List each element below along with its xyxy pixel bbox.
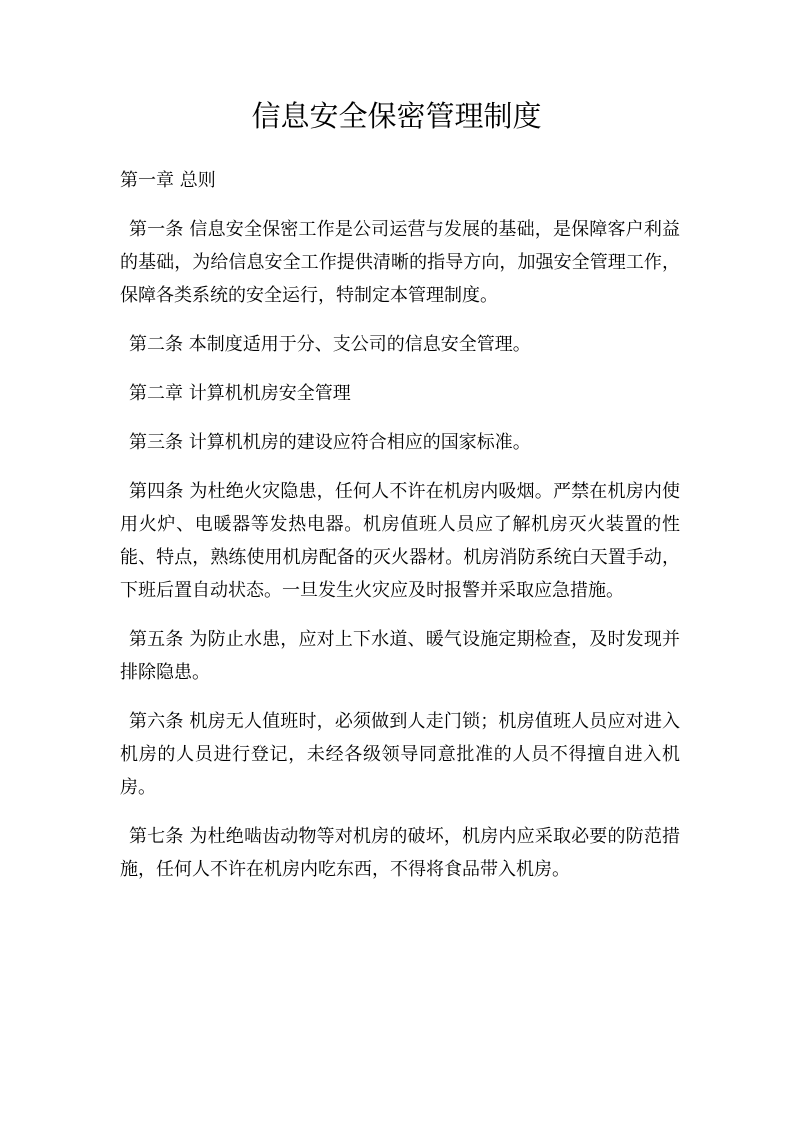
article-5: 第五条 为防止水患，应对上下水道、暖气设施定期检查，及时发现并排除隐患。 — [120, 629, 680, 683]
article-4: 第四条 为杜绝火灾隐患，任何人不许在机房内吸烟。严禁在机房内使用火炉、电暖器等发热电器。机房值班人员应了解机房灭火装置的性能、特点，熟练使用机房配备的灭火器材。机房消防系统白天置手动，下班后置自动状态。一旦发生火灾应及时报警并采取应急措施。 — [120, 481, 680, 601]
document-title: 信息安全保密管理制度 — [251, 99, 542, 133]
article-7: 第七条 为杜绝啮齿动物等对机房的破坏，机房内应采取必要的防范措施，任何人不许在机房内吃东西，不得将食品带入机房。 — [120, 826, 680, 880]
document-body — [120, 164, 680, 902]
article-6: 第六条 机房无人值班时，必须做到人走门锁；机房值班人员应对进入机房的人员进行登记，未经各级领导同意批准的人员不得擅自进入机房。 — [120, 711, 680, 798]
chapter-heading-2: 第二章 计算机机房安全管理 — [129, 383, 351, 404]
article-3: 第三条 计算机机房的建设应符合相应的国家标准。 — [129, 432, 531, 453]
article-1: 第一条 信息安全保密工作是公司运营与发展的基础，是保障客户利益的基础，为给信息安全工作提供清晰的指导方向，加强安全管理工作，保障各类系统的安全运行，特制定本管理制度。 — [120, 219, 680, 306]
article-2: 第二条 本制度适用于分、支公司的信息安全管理。 — [129, 334, 531, 355]
chapter-heading-1: 第一章 总则 — [120, 170, 216, 191]
